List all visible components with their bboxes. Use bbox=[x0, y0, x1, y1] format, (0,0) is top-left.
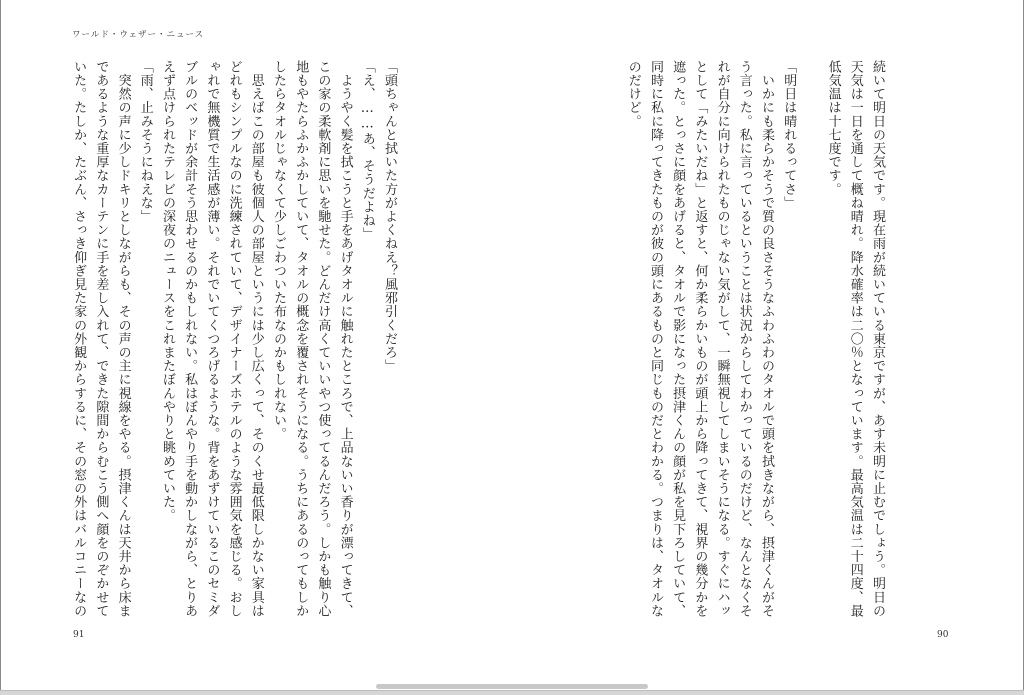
page-number-left: 91 bbox=[73, 630, 85, 640]
paragraph: 突然の声に少しドキリとしながらも、その声の主に視線をやる。摂津くんは天井から床まであるような重厚なカーテンに手を差し入れて、できた隙間からむこう側へ顔をのぞかせていた。たしか、たぶん、さっき仰ぎ見た家の外観からするに、その窓の外はバルコニーなの bbox=[71, 60, 131, 618]
left-page-text bbox=[64, 60, 400, 620]
paragraph: 「雨、止みそうにねえな」 bbox=[137, 60, 153, 224]
paragraph: 「明日は晴れるってさ」 bbox=[781, 60, 797, 210]
horizontal-scrollbar[interactable] bbox=[376, 684, 648, 689]
right-page-text bbox=[618, 60, 888, 620]
paragraph: 「頭ちゃんと拭いた方がよくねえ？風邪引くだろ」 bbox=[382, 60, 397, 373]
paragraph: 続いて明日の天気です。現在雨が続いている東京ですが、あす未明に止むでしょう。明日の天気は一日を通して概ね晴れ。降水確率は二〇％となっています。最高気温は二十四度、最低気温は十七度です。 bbox=[825, 60, 885, 618]
paragraph-blank-line bbox=[799, 60, 821, 620]
running-head: ワールド・ウェザー・ニュース bbox=[72, 30, 205, 40]
paragraph: ようやく髪を拭こうと手をあげタオルに触れたところで、上品ないい香りが漂ってきて、この家の柔軟剤に思いを馳せた。どんだけ高くていいやつ使ってるんだろう。しかも触り心地もやたらふかふかしていて、タオルの概念を覆されそうになる。うちにあるのってもしかしたらタオルじゃなくて少しごわついた布なのかもしれない。 bbox=[270, 60, 353, 618]
page-number-right: 90 bbox=[937, 630, 949, 640]
paragraph: 「え、……あ、そうだよね」 bbox=[359, 60, 375, 241]
viewer-bottom-edge bbox=[0, 690, 1024, 695]
viewer-left-edge bbox=[0, 0, 1, 695]
paragraph: いかにも柔らかそうで質の良さそうなふわふわのタオルで頭を拭きながら、摂津くんがそう言った。私に言っているということは状況からしてわかっているのだけど、なんとなくそれが自分に向けられたものじゃない気がして、一瞬無視してしまいそうになる。すぐにハッとして「みたいだね」と返すと、何か柔らかいものが頭上から降ってきて、視界の幾分かを遮った。とっさに顔をあげると、タオルで影になった摂津くんの顔が私を見下ろしていて、同時に私に降ってきたものが彼の頭にあるものと同じものだとわかる。つまりは、タオルなのだけど。 bbox=[625, 60, 774, 618]
paragraph: 思えばこの部屋も彼個人の部屋というには少し広くって、そのくせ最低限しかない家具はどれもシンプルなのに洗練されていて、デザイナーズホテルのような雰囲気を感じる。おしゃれで無機質で生活感が薄い。それでいてくつろげるような。背をあずけているこのセミダブルのベッドが余計そう思わせるのかもしれない。私はぼんやり手を動かしながら、とりあえず点けられたテレビの深夜のニュースをこれまたぼんやりと眺めていた。 bbox=[159, 60, 264, 618]
